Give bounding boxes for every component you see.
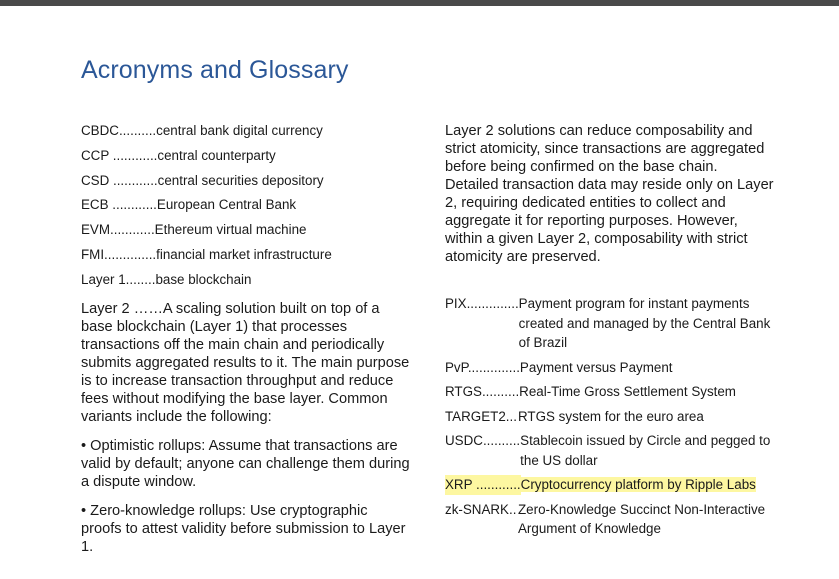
glossary-entry (445, 382, 775, 402)
glossary-definition: base blockchain (155, 271, 252, 287)
glossary-definition: financial market infrastructure (156, 246, 332, 262)
glossary-entry (445, 431, 775, 470)
glossary-definition: Payment versus Payment (519, 359, 673, 375)
glossary-definition: central counterparty (157, 147, 276, 163)
glossary-term: RTGS.......... (445, 384, 520, 399)
glossary-term: TARGET2... (445, 408, 517, 424)
highlighted-text: Cryptocurrency platform by Ripple Labs (520, 477, 756, 492)
glossary-term: Layer 1........ (81, 271, 156, 287)
layer2-composability-paragraph: Layer 2 solutions can reduce composability and strict atomicity, since transactions are aggregated before being confirmed on the base chain. Detailed transaction data may reside only on Layer 2, requiring dedicated entities to collect and aggregate it for reporting purposes. However, within a given Layer 2, composability with strict atomicity are preserved. (445, 123, 774, 265)
glossary-term: PIX.............. (445, 296, 519, 311)
right-glossary-list (445, 294, 775, 539)
left-column (81, 122, 411, 556)
glossary-entry (81, 147, 411, 165)
glossary-entry (81, 271, 411, 289)
glossary-term: XRP ............ (445, 475, 521, 495)
layer2-definition: Layer 2 ……A scaling solution built on top of a base blockchain (Layer 1) that processes transactions off the main chain and periodically submits aggregated results to it. The main purpose is to increase transaction throughput and reduce fees without modifying the base layer. Common variants include the following: (81, 300, 410, 425)
glossary-definition (521, 475, 775, 495)
glossary-entry (81, 246, 411, 264)
glossary-term: EVM............ (81, 222, 155, 238)
glossary-definition: Stablecoin issued by Circle and pegged to the US dollar (520, 433, 771, 468)
page-title: Acronyms and Glossary (81, 56, 349, 84)
glossary-entry (81, 172, 411, 190)
glossary-entry (445, 358, 775, 378)
glossary-term: ECB ............ (81, 197, 157, 213)
glossary-entry (81, 221, 411, 239)
glossary-definition: Payment program for instant payments created and managed by the Central Bank of Brazil (518, 296, 771, 350)
glossary-entry (81, 122, 411, 140)
bullet-optimistic-rollups: • Optimistic rollups: Assume that transactions are valid by default; anyone can challenge them during a dispute window. (81, 437, 410, 490)
glossary-term: PvP.............. (445, 359, 520, 375)
glossary-entry (81, 196, 411, 214)
document-page (0, 6, 839, 579)
glossary-definition: European Central Bank (156, 197, 297, 213)
glossary-entry (445, 294, 775, 353)
glossary-term: CBDC.......... (81, 123, 157, 138)
left-glossary-list (81, 122, 411, 289)
glossary-entry (445, 500, 775, 539)
glossary-term: CSD ............ (81, 172, 158, 188)
glossary-entry-highlighted (445, 475, 775, 495)
glossary-term: USDC.......... (445, 433, 521, 448)
glossary-definition: Ethereum virtual machine (154, 222, 307, 238)
glossary-entry (445, 407, 775, 427)
glossary-term: CCP ............ (81, 147, 158, 163)
glossary-definition: Real-Time Gross Settlement System (519, 384, 736, 399)
glossary-definition: central securities depository (157, 172, 324, 188)
glossary-term: FMI.............. (81, 246, 157, 262)
glossary-term: zk-SNARK.. (445, 501, 517, 517)
glossary-definition: central bank digital currency (156, 123, 323, 138)
glossary-definition: RTGS system for the euro area (518, 408, 704, 424)
right-column (445, 122, 775, 544)
glossary-definition: Zero-Knowledge Succinct Non-Interactive Argument of Knowledge (518, 501, 766, 536)
bullet-zk-rollups: • Zero-knowledge rollups: Use cryptographic proofs to attest validity before submission to Layer 1. (81, 502, 406, 555)
